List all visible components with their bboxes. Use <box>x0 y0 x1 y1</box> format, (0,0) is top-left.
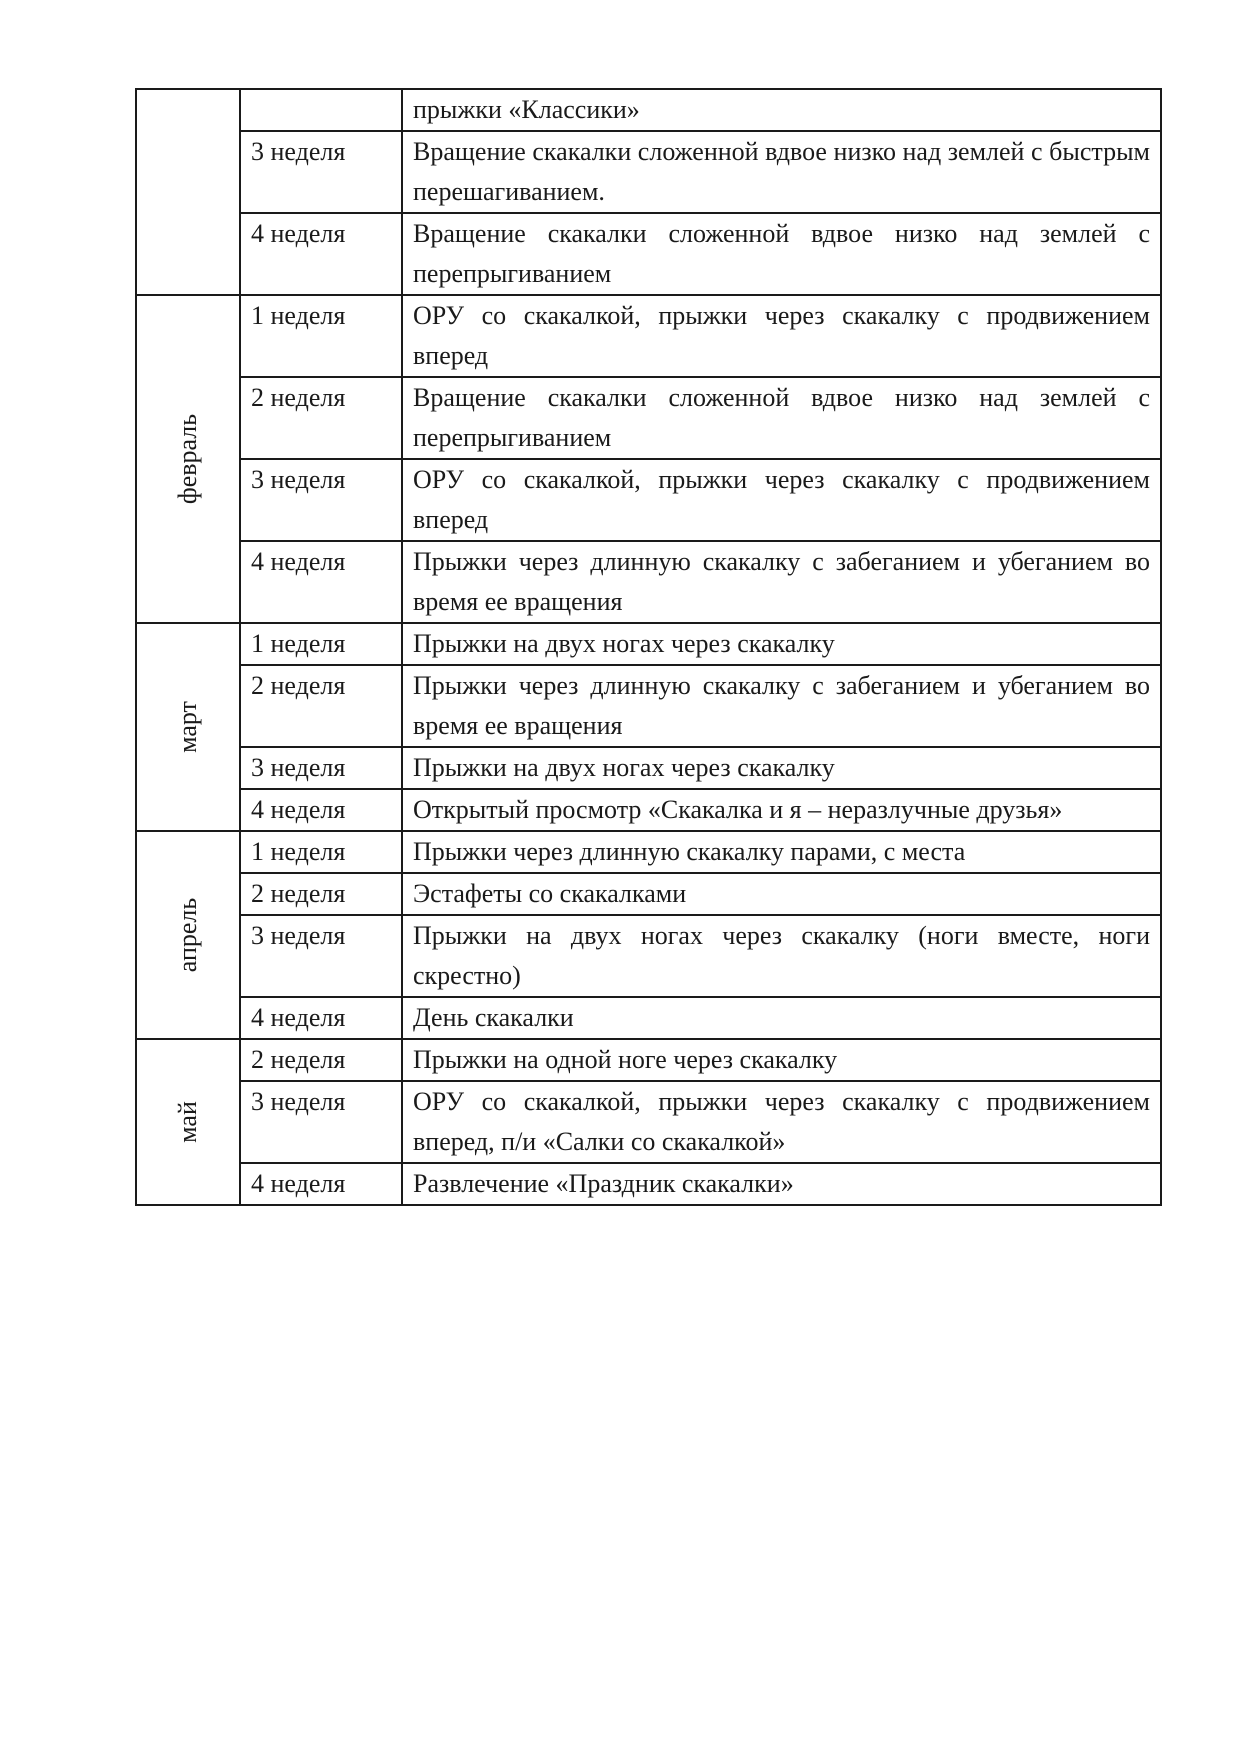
month-label: февраль <box>173 413 202 505</box>
table-row <box>136 665 1161 747</box>
table-row <box>136 915 1161 997</box>
week-cell: 3 неделя <box>240 915 402 997</box>
activity-cell: Вращение скакалки сложенной вдвое низко над землей с перепрыгиванием <box>402 213 1161 295</box>
table-row <box>136 747 1161 789</box>
week-cell <box>240 89 402 131</box>
week-cell: 4 неделя <box>240 789 402 831</box>
week-cell: 2 неделя <box>240 665 402 747</box>
activity-cell: ОРУ со скакалкой, прыжки через скакалку с продвижением вперед <box>402 295 1161 377</box>
month-cell <box>136 1039 240 1205</box>
table-row <box>136 213 1161 295</box>
activity-cell: Прыжки на двух ногах через скакалку <box>402 747 1161 789</box>
month-cell <box>136 623 240 831</box>
week-cell: 4 неделя <box>240 997 402 1039</box>
week-cell: 1 неделя <box>240 295 402 377</box>
table-row <box>136 873 1161 915</box>
activity-cell: День скакалки <box>402 997 1161 1039</box>
activity-cell: ОРУ со скакалкой, прыжки через скакалку с продвижением вперед, п/и «Салки со скакалкой» <box>402 1081 1161 1163</box>
table-row <box>136 131 1161 213</box>
activity-plan-table <box>135 88 1162 1206</box>
month-label: май <box>173 1101 202 1143</box>
table-row <box>136 89 1161 131</box>
week-cell: 4 неделя <box>240 213 402 295</box>
week-cell: 1 неделя <box>240 623 402 665</box>
month-cell <box>136 831 240 1039</box>
week-cell: 3 неделя <box>240 1081 402 1163</box>
table-row <box>136 1163 1161 1205</box>
activity-cell: Прыжки через длинную скакалку с забеганием и убеганием во время ее вращения <box>402 541 1161 623</box>
week-cell: 2 неделя <box>240 377 402 459</box>
week-cell: 4 неделя <box>240 1163 402 1205</box>
activity-cell: Прыжки через длинную скакалку парами, с места <box>402 831 1161 873</box>
table-row <box>136 1039 1161 1081</box>
week-cell: 3 неделя <box>240 131 402 213</box>
table-row <box>136 377 1161 459</box>
table-row <box>136 789 1161 831</box>
week-cell: 1 неделя <box>240 831 402 873</box>
activity-cell: Вращение скакалки сложенной вдвое низко над землей с перепрыгиванием <box>402 377 1161 459</box>
table-row <box>136 295 1161 377</box>
week-cell: 2 неделя <box>240 873 402 915</box>
activity-cell: Развлечение «Праздник скакалки» <box>402 1163 1161 1205</box>
activity-cell: прыжки «Классики» <box>402 89 1161 131</box>
table-row <box>136 997 1161 1039</box>
activity-cell: Прыжки на одной ноге через скакалку <box>402 1039 1161 1081</box>
activity-cell: ОРУ со скакалкой, прыжки через скакалку с продвижением вперед <box>402 459 1161 541</box>
table-row <box>136 623 1161 665</box>
month-label: апрель <box>173 897 202 973</box>
table-row <box>136 831 1161 873</box>
activity-cell: Прыжки на двух ногах через скакалку (ноги вместе, ноги скрестно) <box>402 915 1161 997</box>
week-cell: 3 неделя <box>240 747 402 789</box>
week-cell: 4 неделя <box>240 541 402 623</box>
table-row <box>136 459 1161 541</box>
activity-cell: Эстафеты со скакалками <box>402 873 1161 915</box>
month-label: март <box>173 701 202 753</box>
activity-cell: Открытый просмотр «Скакалка и я – неразлучные друзья» <box>402 789 1161 831</box>
month-cell <box>136 89 240 295</box>
month-cell <box>136 295 240 623</box>
week-cell: 2 неделя <box>240 1039 402 1081</box>
table-row <box>136 541 1161 623</box>
activity-cell: Вращение скакалки сложенной вдвое низко над землей с быстрым перешагиванием. <box>402 131 1161 213</box>
table-row <box>136 1081 1161 1163</box>
week-cell: 3 неделя <box>240 459 402 541</box>
activity-cell: Прыжки через длинную скакалку с забеганием и убеганием во время ее вращения <box>402 665 1161 747</box>
activity-cell: Прыжки на двух ногах через скакалку <box>402 623 1161 665</box>
